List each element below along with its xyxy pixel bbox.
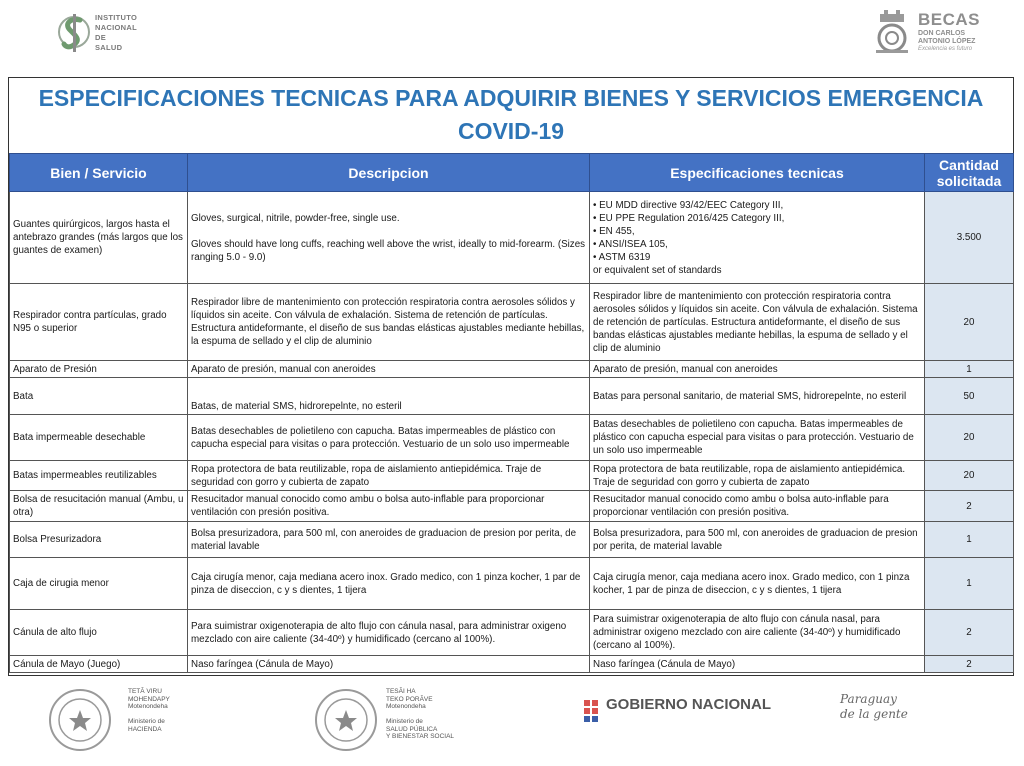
table-row [10,522,1014,558]
becas-logo [872,8,982,60]
especificaciones-cell: Resucitador manual conocido como ambu o bolsa auto-inflable para proporcionar ventilación con presión positiva. [590,491,925,522]
bien-cell: Cánula de alto flujo [10,610,188,656]
descripcion-cell: Naso faríngea (Cánula de Mayo) [188,656,590,673]
table-row [10,361,1014,378]
salud-logo-text: TESÃI HA TEKO PORÃVE Motenondeha Ministerio de SALUD PÚBLICA Y BIENESTAR SOCIAL [386,688,455,740]
column-header: Descripcion [188,154,590,192]
spec-table [9,153,1014,673]
especificaciones-cell: Naso faríngea (Cánula de Mayo) [590,656,925,673]
especificaciones-cell: Batas para personal sanitario, de material SMS, hidrorepelnte, no esteril [590,378,925,415]
table-row [10,558,1014,610]
gobierno-nacional-icon [584,700,598,722]
table-row [10,192,1014,284]
cantidad-cell: 1 [925,558,1014,610]
especificaciones-cell: Bolsa presurizadora, para 500 ml, con aneroides de graduacion de presion por perita, de material lavable [590,522,925,558]
descripcion-cell: Resucitador manual conocido como ambu o bolsa auto-inflable para proporcionar ventilación con presión positiva. [188,491,590,522]
header [0,0,1024,76]
cantidad-cell: 20 [925,415,1014,461]
bien-cell: Cánula de Mayo (Juego) [10,656,188,673]
especificaciones-cell: Para suimistrar oxigenoterapia de alto flujo con cánula nasal, para administrar oxigeno mezclado con aire caliente (34-40º) y humidificado (cercano al 100%). [590,610,925,656]
ins-logo-text: INSTITUTO NACIONAL DE SALUD [95,13,138,52]
table-row [10,491,1014,522]
document-title: ESPECIFICACIONES TECNICAS PARA ADQUIRIR BIENES Y SERVICIOS EMERGENCIA COVID-19 [38,85,984,144]
table-header-row [10,154,1014,192]
especificaciones-cell: • EU MDD directive 93/42/EEC Category III, • EU PPE Regulation 2016/425 Category III, • EN 455, • ANSI/ISEA 105, • ASTM 6319 or equivalent set of standards [590,192,925,284]
descripcion-cell: Batas, de material SMS, hidrorepelnte, no esteril [188,378,590,415]
gobierno-nacional-text: GOBIERNO NACIONAL [606,696,771,713]
table-row [10,378,1014,415]
descripcion-cell: Gloves, surgical, nitrile, powder-free, single use. Gloves should have long cuffs, reaching well above the wrist, ideally to mid-forearm. (Sizes ranging 5.0 - 9.0) [188,192,590,284]
bien-cell: Bolsa de resucitación manual (Ambu, u otra) [10,491,188,522]
bien-cell: Guantes quirúrgicos, largos hasta el antebrazo grandes (más largos que los guantes de examen) [10,192,188,284]
cantidad-cell: 2 [925,610,1014,656]
spec-sheet [8,77,1014,676]
descripcion-cell: Caja cirugía menor, caja mediana acero inox. Grado medico, con 1 pinza kocher, 1 par de pinza de diseccion, c y s dientes, 1 tijera [188,558,590,610]
table-row [10,656,1014,673]
table-row [10,610,1014,656]
descripcion-cell: Ropa protectora de bata reutilizable, ropa de aislamiento antiepidémica. Traje de seguridad con gorro y cubierta de zapato [188,461,590,491]
descripcion-cell: Para suimistrar oxigenoterapia de alto flujo con cánula nasal, para administrar oxigeno mezclado con aire caliente (34-40º) y humidificado (cercano al 100%). [188,610,590,656]
cantidad-cell: 50 [925,378,1014,415]
especificaciones-cell: Aparato de presión, manual con aneroides [590,361,925,378]
bien-cell: Bata impermeable desechable [10,415,188,461]
table-row [10,284,1014,361]
cantidad-cell: 1 [925,522,1014,558]
descripcion-cell: Respirador libre de mantenimiento con protección respiratoria contra aerosoles sólidos y líquidos sin aceite. Con válvula de exhalación. Sistema de retención de partículas. Estructura antideformante, el diseño de sus bandas elásticas ajustables mediante hebillas, la espuma de sellado y el clip de aluminio [188,284,590,361]
becas-title: BECAS [918,10,981,29]
column-header: Cantidad solicitada [925,154,1014,192]
table-row [10,415,1014,461]
paraguay-de-la-gente-logo: Paraguay de la gente [840,692,908,721]
ins-logo [56,10,176,62]
becas-subtitle: DON CARLOS ANTONIO LÓPEZ [918,30,976,45]
bien-cell: Aparato de Presión [10,361,188,378]
cantidad-cell: 20 [925,461,1014,491]
becas-tagline: Excelencia es futuro [918,46,973,52]
descripcion-cell: Aparato de presión, manual con aneroides [188,361,590,378]
cantidad-cell: 1 [925,361,1014,378]
especificaciones-cell: Batas desechables de polietileno con capucha. Batas impermeables de plástico con capucha especial para visitas o para protección. Vestuario de un solo uso impermeable [590,415,925,461]
descripcion-cell: Batas desechables de polietileno con capucha. Batas impermeables de plástico con capucha especial para visitas o para protección. Vestuario de un solo uso impermeable [188,415,590,461]
especificaciones-cell: Respirador libre de mantenimiento con protección respiratoria contra aerosoles sólidos y líquidos sin aceite. Con válvula de exhalación. Sistema de retención de partículas. Estructura antideformante, el diseño de sus bandas elásticas ajustables mediante hebillas, la espuma de sellado y el clip de aluminio [590,284,925,361]
bien-cell: Caja de cirugia menor [10,558,188,610]
cantidad-cell: 3.500 [925,192,1014,284]
cantidad-cell: 2 [925,491,1014,522]
column-header: Especificaciones tecnicas [590,154,925,192]
paraguay-seal-icon [314,688,378,752]
bien-cell: Bata [10,378,188,415]
ins-logo-icon [56,10,92,56]
descripcion-cell: Bolsa presurizadora, para 500 ml, con aneroides de graduacion de presion por perita, de material lavable [188,522,590,558]
becas-logo-icon [872,10,912,54]
bien-cell: Bolsa Presurizadora [10,522,188,558]
especificaciones-cell: Ropa protectora de bata reutilizable, ropa de aislamiento antiepidémica. Traje de seguridad con gorro y cubierta de zapato [590,461,925,491]
paraguay-seal-icon [48,688,112,752]
cantidad-cell: 20 [925,284,1014,361]
table-row [10,461,1014,491]
hacienda-logo-text: TETÃ VIRU MOHENDAPY Motenondeha Ministerio de HACIENDA [128,688,170,733]
bien-cell: Batas impermeables reutilizables [10,461,188,491]
cantidad-cell: 2 [925,656,1014,673]
bien-cell: Respirador contra partículas, grado N95 o superior [10,284,188,361]
column-header: Bien / Servicio [10,154,188,192]
especificaciones-cell: Caja cirugía menor, caja mediana acero inox. Grado medico, con 1 pinza kocher, 1 par de pinza de diseccion, c y s dientes, 1 tijera [590,558,925,610]
